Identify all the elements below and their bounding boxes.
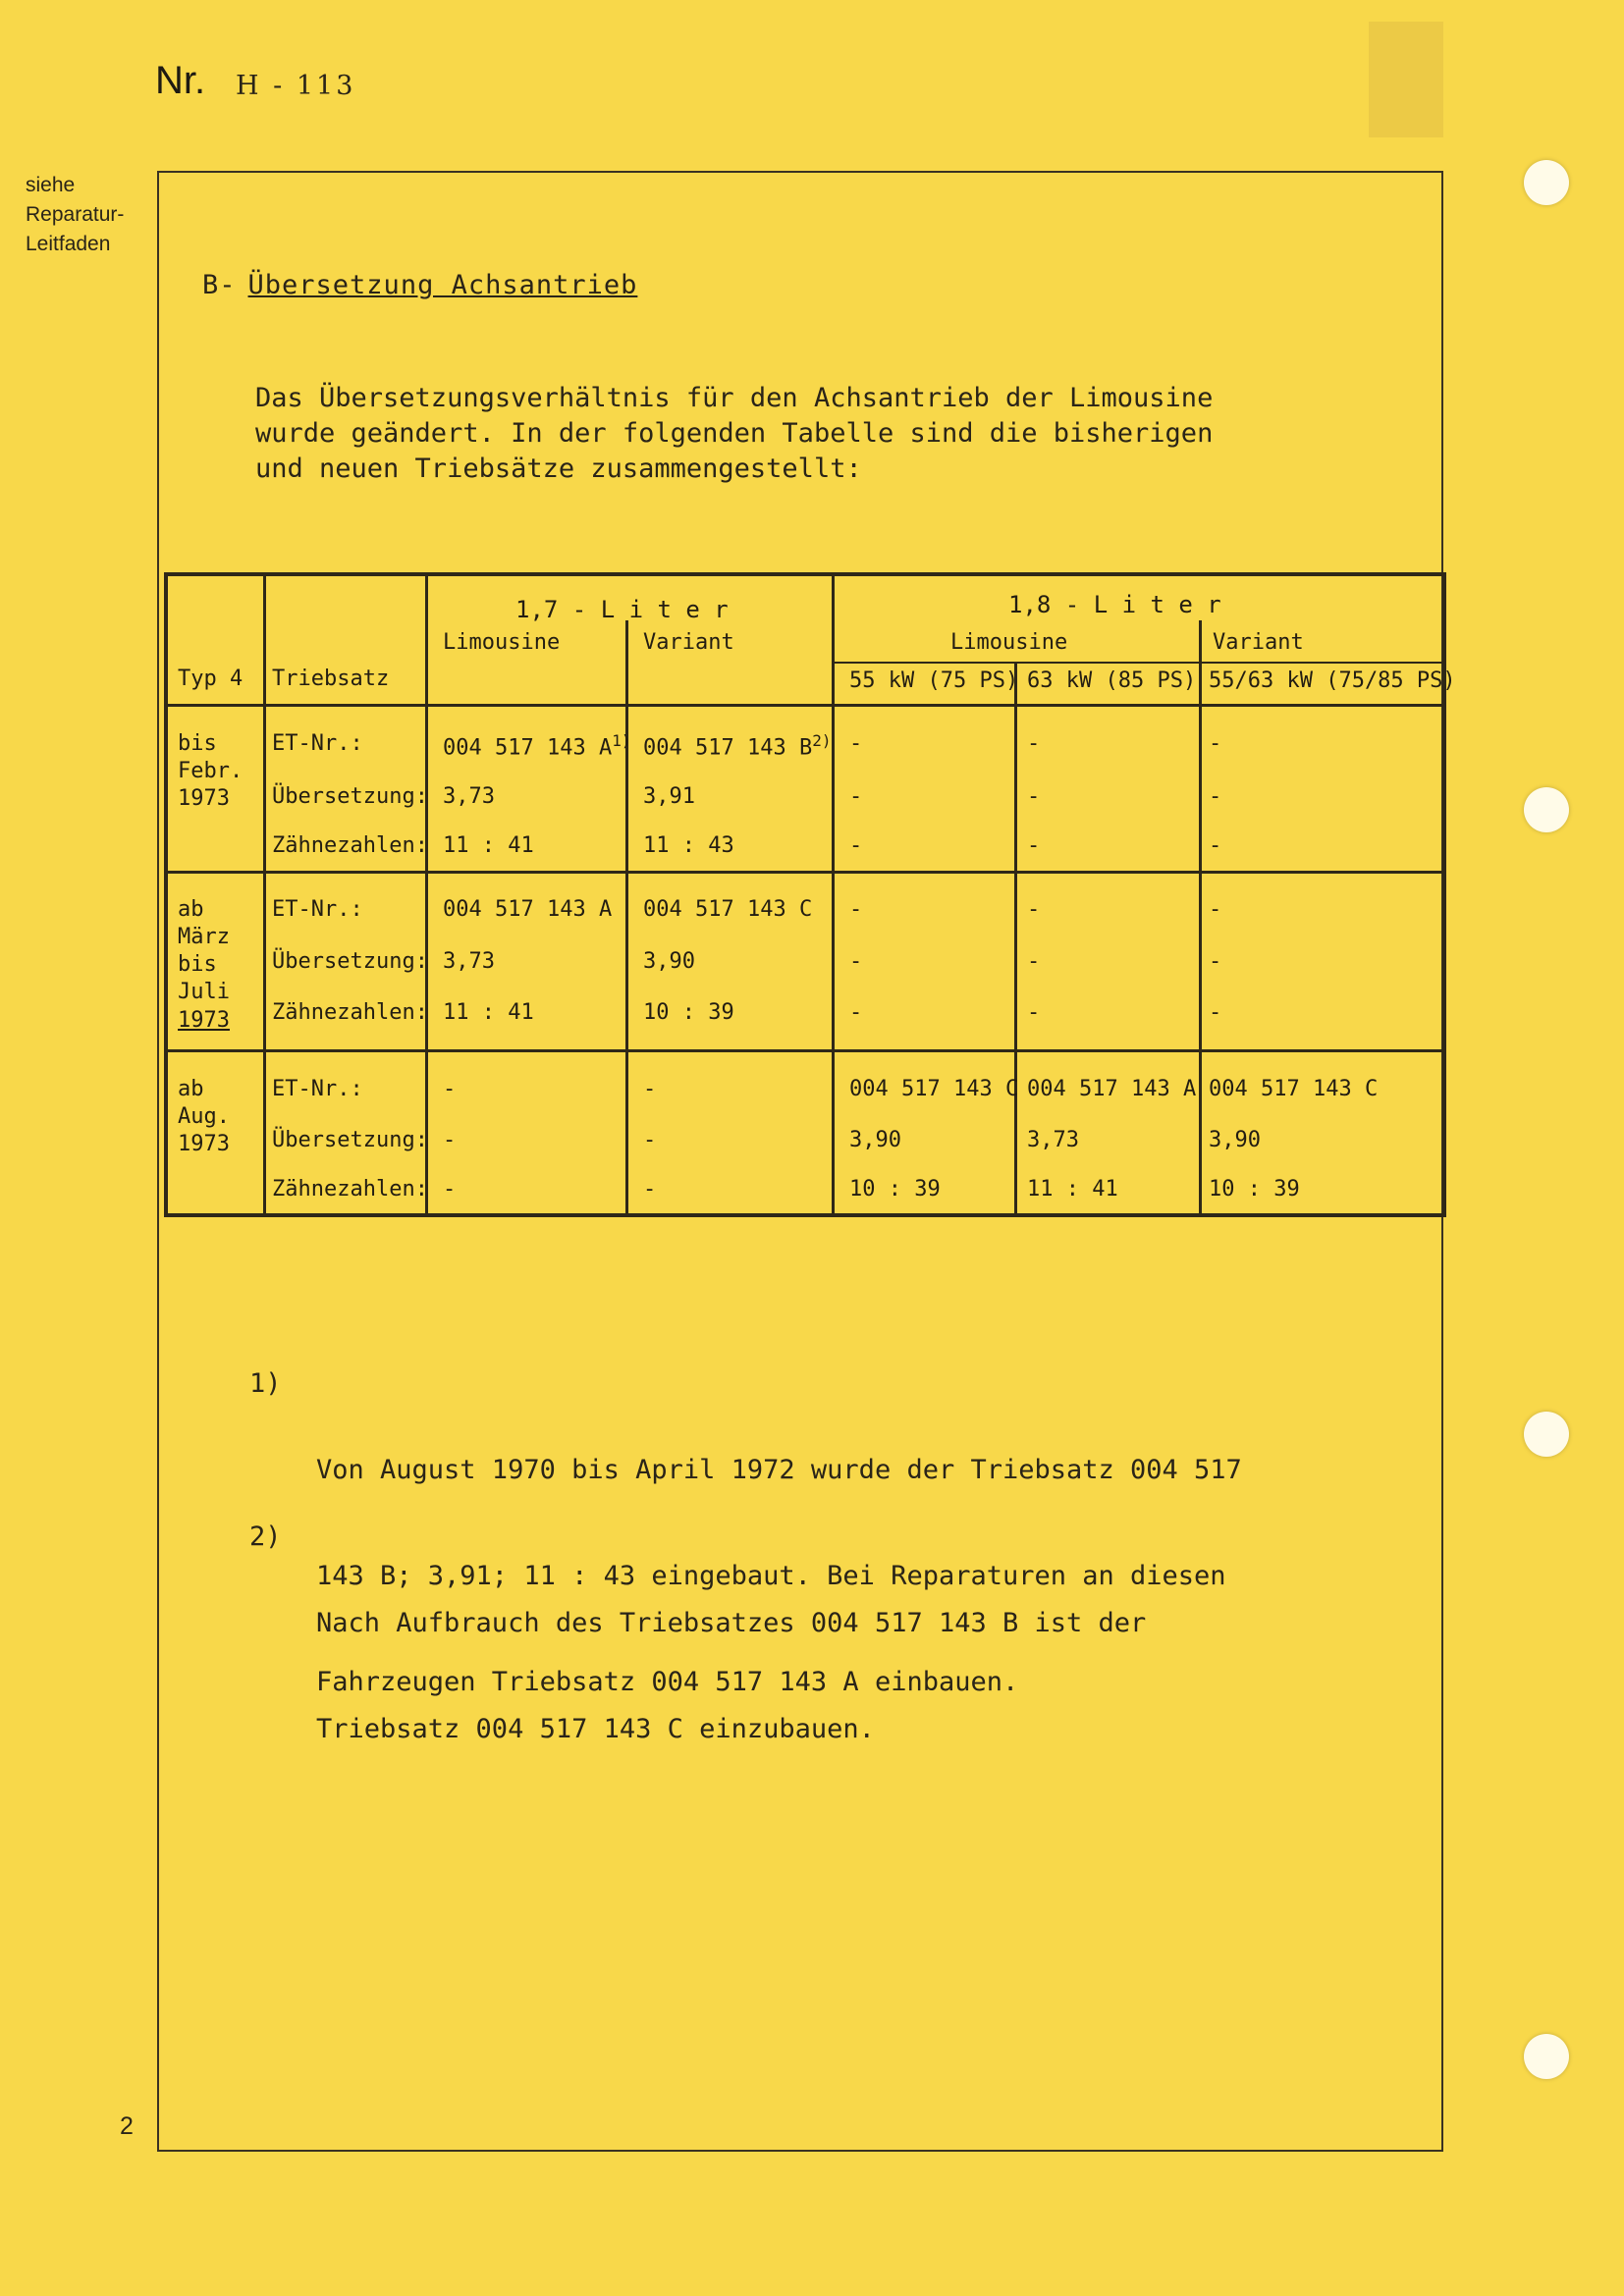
row2-label-ubersetzung: Übersetzung: [272, 949, 428, 974]
row3-l18-c: 004 517 143 C [1209, 1077, 1379, 1101]
intro-line: Das Übersetzungsverhältnis für den Achsantrieb der Limousine [255, 383, 1214, 413]
row3-l18-c: 3,90 [1209, 1128, 1261, 1152]
row3-l17-var: - [643, 1177, 657, 1201]
footnote-ref-1: 1) [612, 731, 631, 750]
section-title [202, 270, 637, 300]
row2-l18-a: - [849, 1000, 863, 1025]
gear-ratio-table [164, 572, 1456, 1217]
table-vline [425, 576, 428, 1213]
row2-l18-b: - [1027, 897, 1041, 922]
section-heading: Übersetzung Achsantrieb [247, 270, 638, 300]
intro-line: wurde geändert. In der folgenden Tabelle sind die bisherigen [255, 418, 1214, 449]
footnote-line: Fahrzeugen Triebsatz 004 517 143 A einbauen. [316, 1667, 1019, 1697]
footnote-1-mark: 1) [249, 1368, 282, 1399]
header-17-variant: Variant [643, 630, 734, 655]
row2-l18-b: - [1027, 949, 1041, 974]
row3-label-et: ET-Nr.: [272, 1077, 363, 1101]
footnote-ref-2: 2) [812, 731, 832, 750]
row1-l17-lim-et-value: 004 517 143 A [443, 735, 613, 761]
table-subheader-line [832, 662, 1442, 664]
row1-period: Febr. [178, 759, 244, 783]
header-power-a: 55 kW (75 PS) [849, 668, 1019, 693]
row3-l17-var: - [643, 1128, 657, 1152]
table-hline [168, 1049, 1442, 1052]
table-vline [263, 576, 266, 1213]
footnote-2-mark: 2) [249, 1522, 282, 1552]
row3-l18-b: 004 517 143 A [1027, 1077, 1197, 1101]
row2-period: Juli [178, 980, 230, 1004]
row2-l17-lim: 11 : 41 [443, 1000, 534, 1025]
row1-period: 1973 [178, 786, 230, 811]
row1-l18-c: - [1209, 833, 1222, 858]
row1-l18-b: - [1027, 784, 1041, 809]
punch-hole [1524, 787, 1569, 832]
row3-l17-lim: - [443, 1128, 457, 1152]
header-group-18: 1,8 - L i t e r [1008, 591, 1221, 618]
punch-hole [1524, 160, 1569, 205]
row3-l18-a: 3,90 [849, 1128, 901, 1152]
row3-l18-b: 11 : 41 [1027, 1177, 1118, 1201]
row2-label-et: ET-Nr.: [272, 897, 363, 922]
punch-hole [1524, 1412, 1569, 1457]
row3-label-ubersetzung: Übersetzung: [272, 1128, 428, 1152]
row2-period: März [178, 925, 230, 949]
document-number-label: Nr. [155, 59, 206, 102]
footnote-line: Nach Aufbrauch des Triebsatzes 004 517 143 B ist der [316, 1608, 1147, 1638]
row2-l18-c: - [1209, 897, 1222, 922]
row2-l18-a: - [849, 897, 863, 922]
side-note-line: siehe [26, 174, 76, 196]
side-note-line: Reparatur- [26, 203, 125, 226]
header-power-b: 63 kW (85 PS) [1027, 668, 1197, 693]
row2-label-zahne: Zähnezahlen: [272, 1000, 428, 1025]
vw-logo-watermark [1369, 22, 1443, 137]
row2-l17-lim: 3,73 [443, 949, 495, 974]
row2-l18-c: - [1209, 1000, 1222, 1025]
section-prefix: B- [202, 270, 237, 300]
row2-period: 1973 [178, 1008, 230, 1033]
row2-period: ab [178, 897, 204, 922]
table-vline [625, 620, 628, 1213]
table-vline [1199, 620, 1202, 1213]
row1-l17-lim-ratio: 3,73 [443, 784, 495, 809]
punch-hole [1524, 2034, 1569, 2079]
footnote-line: Triebsatz 004 517 143 C einzubauen. [316, 1714, 875, 1744]
row2-l17-var: 004 517 143 C [643, 897, 813, 922]
row3-period: 1973 [178, 1132, 230, 1156]
row3-l17-lim: - [443, 1177, 457, 1201]
row1-l18-a: - [849, 784, 863, 809]
header-typ: Typ 4 [178, 667, 244, 691]
side-note-line: Leitfaden [26, 233, 111, 255]
row3-l18-c: 10 : 39 [1209, 1177, 1300, 1201]
row1-period: bis [178, 731, 217, 756]
row3-period: ab [178, 1077, 204, 1101]
row2-l17-var: 3,90 [643, 949, 695, 974]
table-vline [1014, 662, 1017, 1213]
header-group-17: 1,7 - L i t e r [515, 596, 729, 623]
row1-label-zahne: Zähnezahlen: [272, 833, 428, 858]
row1-l17-lim-et [443, 731, 630, 760]
side-note [26, 171, 124, 259]
row1-l18-b: - [1027, 833, 1041, 858]
row1-l17-var-et-value: 004 517 143 B [643, 735, 813, 761]
row1-l17-var-et [643, 731, 831, 760]
footnote-2-body [316, 1535, 1146, 1818]
row2-l18-c: - [1209, 949, 1222, 974]
footnote-line: Von August 1970 bis April 1972 wurde der Triebsatz 004 517 [316, 1455, 1242, 1485]
row3-l17-lim: - [443, 1077, 457, 1101]
row3-l18-a: 004 517 143 C [849, 1077, 1019, 1101]
table-vline [832, 576, 835, 1213]
row1-l18-b: - [1027, 731, 1041, 756]
row1-l17-lim-teeth: 11 : 41 [443, 833, 534, 858]
row1-l18-c: - [1209, 731, 1222, 756]
footnote-line: 143 B; 3,91; 11 : 43 eingebaut. Bei Reparaturen an diesen [316, 1561, 1226, 1591]
row1-l17-var-ratio: 3,91 [643, 784, 695, 809]
intro-line: und neuen Triebsätze zusammengestellt: [255, 454, 862, 484]
header-power-c: 55/63 kW (75/85 PS) [1209, 668, 1456, 693]
row3-l17-var: - [643, 1077, 657, 1101]
row3-l18-b: 3,73 [1027, 1128, 1079, 1152]
row1-label-ubersetzung: Übersetzung: [272, 784, 428, 809]
header-triebsatz: Triebsatz [272, 667, 390, 691]
page-number: 2 [120, 2112, 134, 2140]
row1-l18-a: - [849, 731, 863, 756]
intro-paragraph [255, 381, 1355, 487]
header-17-limousine: Limousine [443, 630, 561, 655]
row3-l18-a: 10 : 39 [849, 1177, 941, 1201]
row3-period: Aug. [178, 1104, 230, 1129]
table-hline [168, 704, 1442, 707]
row2-l17-var: 10 : 39 [643, 1000, 734, 1025]
row1-l18-c: - [1209, 784, 1222, 809]
row1-l17-var-teeth: 11 : 43 [643, 833, 734, 858]
header-18-limousine: Limousine [950, 630, 1068, 655]
row2-l18-b: - [1027, 1000, 1041, 1025]
row2-l17-lim: 004 517 143 A [443, 897, 613, 922]
row1-l18-a: - [849, 833, 863, 858]
header-18-variant: Variant [1213, 630, 1304, 655]
row3-label-zahne: Zähnezahlen: [272, 1177, 428, 1201]
table-hline [168, 871, 1442, 874]
row1-label-et: ET-Nr.: [272, 731, 363, 756]
document-number: H - 113 [236, 71, 356, 101]
row2-period: bis [178, 952, 217, 977]
row2-l18-a: - [849, 949, 863, 974]
